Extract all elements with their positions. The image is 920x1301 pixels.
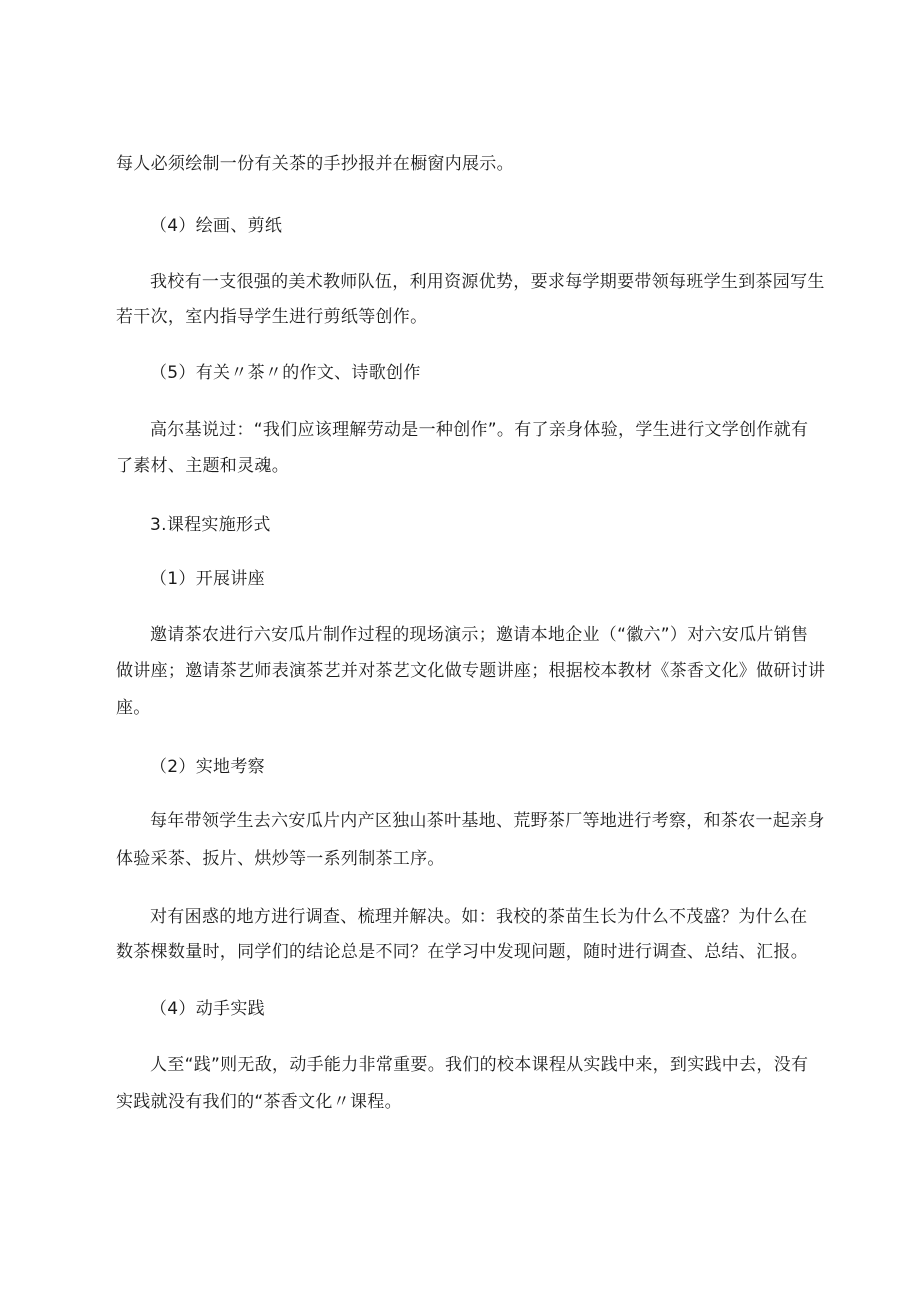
paragraph-line: 体验采茶、扳片、烘炒等一系列制茶工序。 — [116, 849, 445, 869]
subheading: （1）开展讲座 — [150, 569, 265, 589]
paragraph-line: 邀请茶农进行六安瓜片制作过程的现场演示；邀请本地企业（“徽六”）对六安瓜片销售 — [150, 625, 809, 645]
paragraph-line: 数茶棵数量时，同学们的结论总是不同？在学习中发现问题，随时进行调查、总结、汇报。 — [116, 942, 808, 962]
paragraph-line: 每年带领学生去六安瓜片内产区独山茶叶基地、荒野茶厂等地进行考察，和茶农一起亲身 — [150, 811, 825, 831]
section-heading: 3.课程实施形式 — [150, 515, 271, 535]
subheading: （5）有关〃茶〃的作文、诗歌创作 — [150, 363, 421, 383]
paragraph-line: 人至“践”则无敌，动手能力非常重要。我们的校本课程从实践中来，到实践中去，没有 — [150, 1055, 809, 1075]
paragraph-line: 对有困惑的地方进行调查、梳理并解决。如：我校的茶苗生长为什么不茂盛？为什么在 — [150, 907, 808, 927]
paragraph-line: 若干次，室内指导学生进行剪纸等创作。 — [116, 307, 428, 327]
subheading: （2）实地考察 — [150, 757, 265, 777]
subheading: （4）绘画、剪纸 — [150, 216, 283, 236]
paragraph-line: 了素材、主题和灵魂。 — [116, 456, 289, 476]
paragraph-line: 做讲座；邀请茶艺师表演茶艺并对茶艺文化做专题讲座；根据校本教材《茶香文化》做研讨讲 — [116, 661, 826, 681]
paragraph-line: 我校有一支很强的美术教师队伍，利用资源优势，要求每学期要带领每班学生到茶园写生 — [150, 272, 825, 292]
subheading: （4）动手实践 — [150, 999, 265, 1019]
paragraph-line: 座。 — [116, 698, 151, 718]
paragraph-line: 高尔基说过：“我们应该理解劳动是一种创作”。有了亲身体验，学生进行文学创作就有 — [150, 420, 809, 440]
paragraph-line: 实践就没有我们的“茶香文化〃课程。 — [116, 1092, 402, 1112]
paragraph-line: 每人必须绘制一份有关茶的手抄报并在橱窗内展示。 — [116, 154, 514, 174]
